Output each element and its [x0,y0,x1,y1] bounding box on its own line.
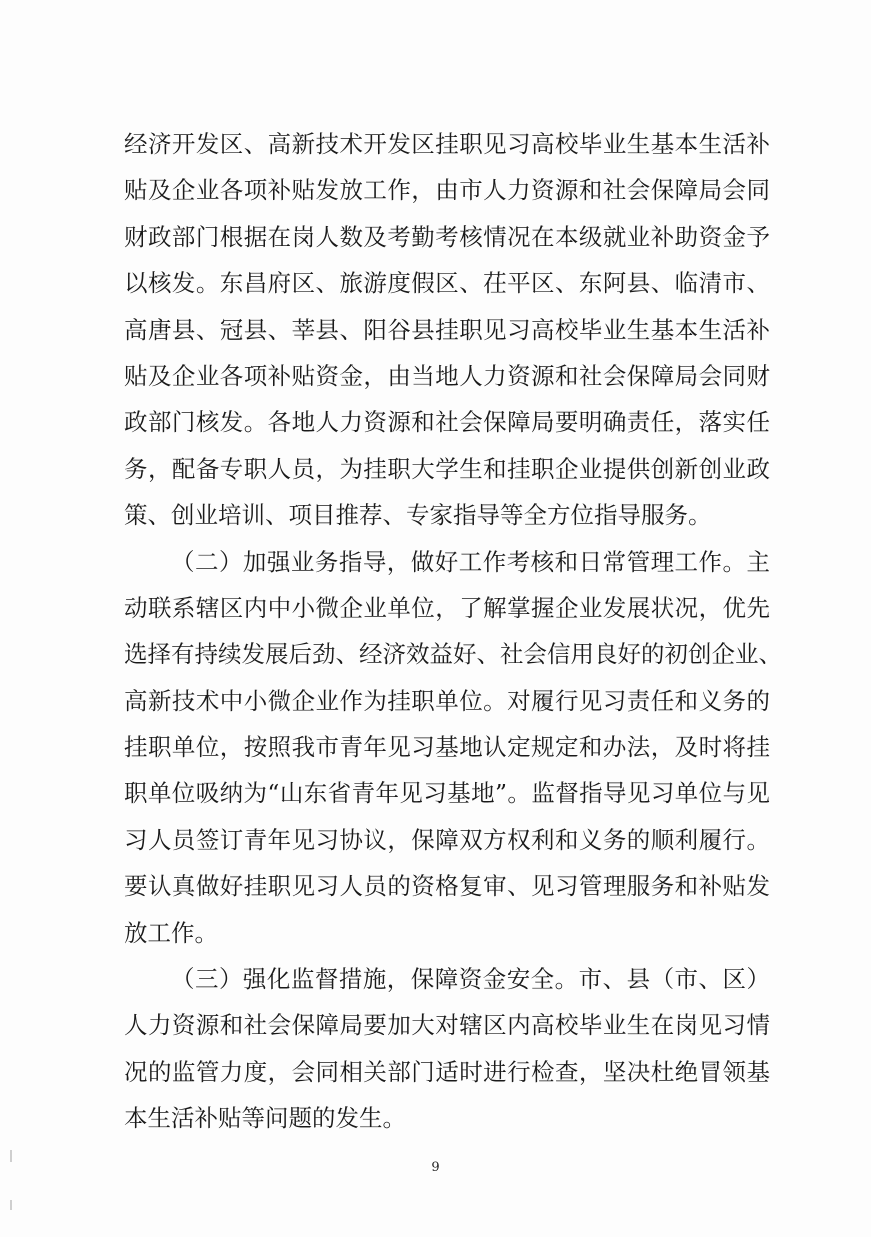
section-2-heading-line: （二）加强业务指导，做好工作考核和日常管理工作。主 [171,547,770,576]
text-line-16: 习人员签订青年见习协议，保障双方权利和义务的顺利履行。 [124,825,770,854]
text-line-22: 本生活补贴等问题的发生。 [124,1104,406,1133]
section-3-heading-line: （三）强化监督措施，保障资金安全。市、县（市、区） [171,965,770,994]
text-line-3: 财政部门根据在岗人数及考勤考核情况在本级就业补助资金予 [124,222,770,251]
text-line-4: 以核发。东昌府区、旅游度假区、茌平区、东阿县、临清市、 [124,269,770,298]
text-line-9: 策、创业培训、项目推荐、专家指导等全方位指导服务。 [124,501,712,530]
page-number: 9 [431,1160,440,1175]
text-line-2: 贴及企业各项补贴发放工作，由市人力资源和社会保障局会同 [124,176,770,205]
text-line-11: 动联系辖区内中小微企业单位，了解掌握企业发展状况，优先 [124,593,770,622]
body-text [124,121,782,1142]
text-line-1: 经济开发区、高新技术开发区挂职见习高校毕业生基本生活补 [124,130,770,158]
text-line-8: 务，配备专职人员，为挂职大学生和挂职企业提供创新创业政 [124,454,770,483]
text-line-13: 高新技术中小微企业作为挂职单位。对履行见习责任和义务的 [124,686,770,715]
scan-edge-mark [10,1150,12,1162]
text-line-5: 高唐县、冠县、莘县、阳谷县挂职见习高校毕业生基本生活补 [124,315,770,344]
text-line-6: 贴及企业各项补贴资金，由当地人力资源和社会保障局会同财 [124,361,770,390]
text-line-14: 挂职单位，按照我市青年见习基地认定规定和办法，及时将挂 [124,733,770,762]
text-line-18: 放工作。 [124,918,218,947]
text-line-21: 况的监管力度，会同相关部门适时进行检查，坚决杜绝冒领基 [124,1057,770,1086]
text-line-20: 人力资源和社会保障局要加大对辖区内高校毕业生在岗见习情 [124,1011,770,1040]
text-line-12: 选择有持续发展后劲、经济效益好、社会信用良好的初创企业、 [124,640,782,669]
text-line-15: 职单位吸纳为“山东省青年见习基地”。监督指导见习单位与见 [124,779,770,808]
scan-edge-mark [10,1200,12,1210]
text-line-7: 政部门核发。各地人力资源和社会保障局要明确责任，落实任 [124,408,770,437]
text-line-17: 要认真做好挂职见习人员的资格复审、见习管理服务和补贴发 [124,872,770,901]
